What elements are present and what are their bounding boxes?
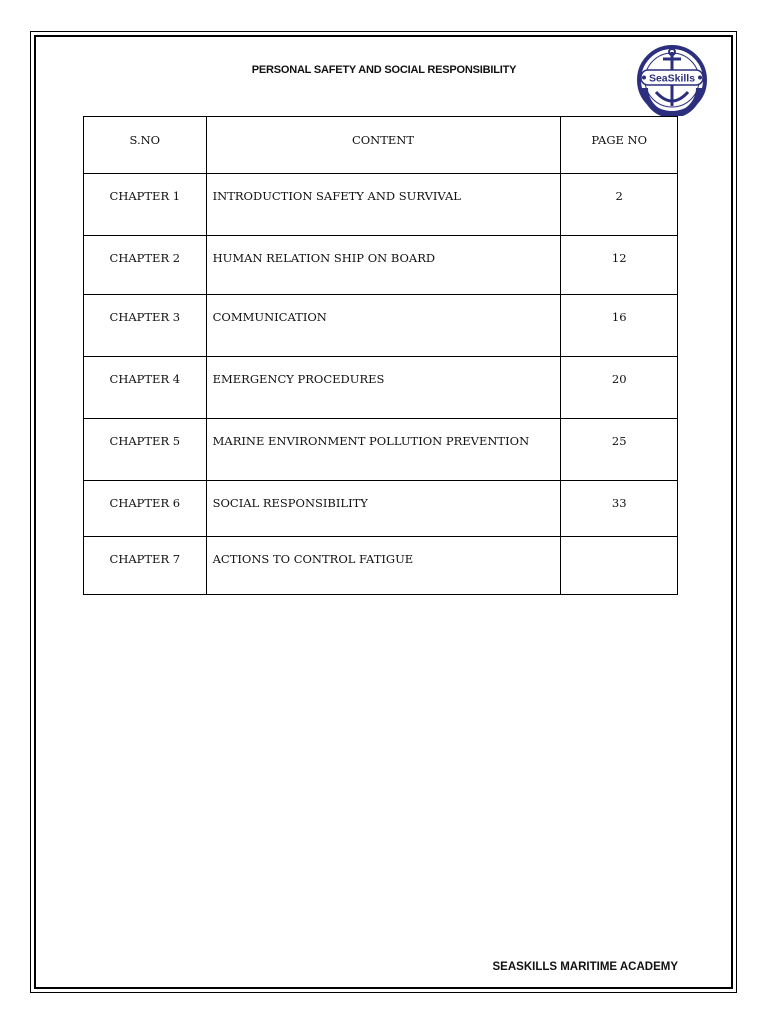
table-row [84,419,678,481]
table-row [84,174,678,236]
page-number: 20 [561,357,678,419]
column-header-content: CONTENT [206,117,561,174]
chapter-title: ACTIONS TO CONTROL FATIGUE [206,537,561,595]
chapter-title: MARINE ENVIRONMENT POLLUTION PREVENTION [206,419,561,481]
chapter-title: EMERGENCY PROCEDURES [206,357,561,419]
page-number: 33 [561,481,678,537]
footer-academy-name: SEASKILLS MARITIME ACADEMY [492,961,678,973]
page-number [561,537,678,595]
table-row [84,295,678,357]
chapter-number: CHAPTER 7 [84,537,207,595]
table-row [84,236,678,295]
table-row [84,537,678,595]
chapter-title: INTRODUCTION SAFETY AND SURVIVAL [206,174,561,236]
logo-text: SeaSkills [648,72,696,85]
chapter-number: CHAPTER 2 [84,236,207,295]
table-header-row [84,117,678,174]
chapter-title: SOCIAL RESPONSIBILITY [206,481,561,537]
column-header-sno: S.NO [84,117,207,174]
chapter-title: HUMAN RELATION SHIP ON BOARD [206,236,561,295]
page-number: 12 [561,236,678,295]
page-number: 25 [561,419,678,481]
chapter-title: COMMUNICATION [206,295,561,357]
page-number: 16 [561,295,678,357]
document-title: PERSONAL SAFETY AND SOCIAL RESPONSIBILITY [251,64,517,76]
table-row [84,357,678,419]
chapter-number: CHAPTER 5 [84,419,207,481]
chapter-number: CHAPTER 1 [84,174,207,236]
seaskills-logo-icon [636,44,708,116]
table-row [84,481,678,537]
column-header-page: PAGE NO [561,117,678,174]
page-number: 2 [561,174,678,236]
chapter-number: CHAPTER 6 [84,481,207,537]
chapter-number: CHAPTER 4 [84,357,207,419]
chapter-number: CHAPTER 3 [84,295,207,357]
table-of-contents [83,116,678,595]
